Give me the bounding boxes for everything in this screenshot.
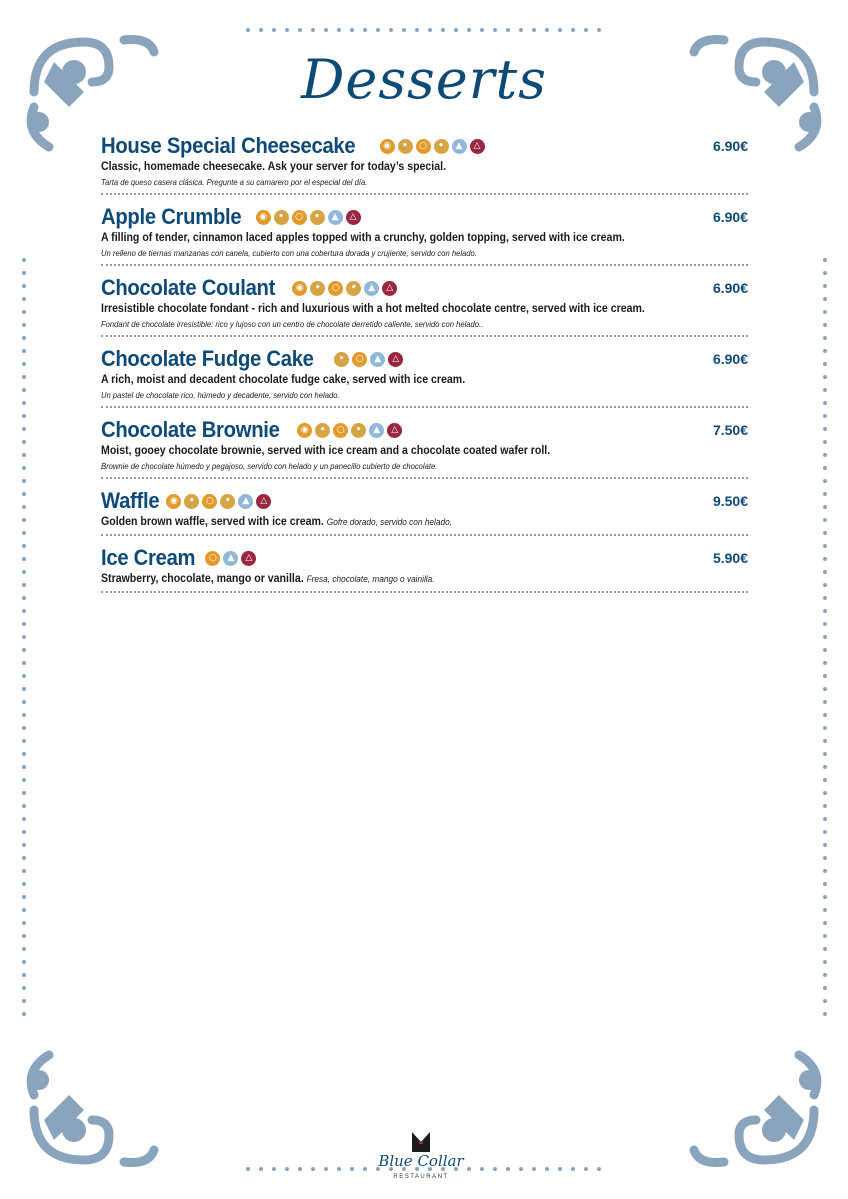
frame-dot bbox=[558, 28, 562, 32]
frame-dot bbox=[22, 310, 26, 314]
frame-dot bbox=[22, 713, 26, 717]
frame-dot bbox=[22, 908, 26, 912]
frame-dot bbox=[823, 453, 827, 457]
frame-dot bbox=[337, 1167, 341, 1171]
wheat-icon: • bbox=[184, 494, 199, 509]
frame-dot bbox=[519, 1167, 523, 1171]
sulphites-icon: △ bbox=[346, 210, 361, 225]
frame-dot bbox=[823, 648, 827, 652]
frame-dot bbox=[597, 28, 601, 32]
frame-dot bbox=[428, 28, 432, 32]
frame-dot bbox=[22, 284, 26, 288]
frame-dot bbox=[571, 28, 575, 32]
frame-dot bbox=[22, 739, 26, 743]
sulphites-icon: △ bbox=[388, 352, 403, 367]
menu-item-price: 5.90€ bbox=[712, 550, 748, 566]
frame-dot bbox=[823, 310, 827, 314]
frame-dot bbox=[823, 752, 827, 756]
menu-item-header bbox=[101, 544, 748, 572]
frame-dot bbox=[22, 518, 26, 522]
frame-dot bbox=[823, 856, 827, 860]
frame-dot bbox=[22, 622, 26, 626]
frame-dot bbox=[22, 791, 26, 795]
frame-dot bbox=[22, 583, 26, 587]
frame-dot bbox=[22, 999, 26, 1003]
frame-dot bbox=[259, 28, 263, 32]
frame-dot bbox=[823, 817, 827, 821]
frame-dot bbox=[823, 258, 827, 262]
frame-dot bbox=[823, 544, 827, 548]
milk-icon: ▲ bbox=[369, 423, 384, 438]
menu-item-description-es: Fresa, chocolate, mango o vainilla. bbox=[306, 574, 435, 584]
frame-dot bbox=[22, 687, 26, 691]
frame-dot bbox=[823, 700, 827, 704]
gluten-icon: ◉ bbox=[297, 423, 312, 438]
frame-dot bbox=[22, 609, 26, 613]
frame-dot bbox=[823, 960, 827, 964]
wheat-icon: • bbox=[315, 423, 330, 438]
frame-dot bbox=[519, 28, 523, 32]
frame-dot bbox=[285, 1167, 289, 1171]
nuts-icon: • bbox=[351, 423, 366, 438]
frame-dot bbox=[558, 1167, 562, 1171]
egg-icon: ○ bbox=[328, 281, 343, 296]
nuts-icon: • bbox=[220, 494, 235, 509]
sulphites-icon: △ bbox=[256, 494, 271, 509]
frame-dot bbox=[272, 1167, 276, 1171]
menu-item bbox=[101, 485, 748, 536]
frame-dot bbox=[22, 895, 26, 899]
allergen-icons bbox=[256, 210, 361, 225]
frame-dot bbox=[22, 596, 26, 600]
frame-dot bbox=[823, 882, 827, 886]
wheat-icon: • bbox=[274, 210, 289, 225]
frame-dot bbox=[22, 830, 26, 834]
frame-dot bbox=[22, 492, 26, 496]
frame-dot bbox=[22, 297, 26, 301]
bottom-left-ornament bbox=[14, 1030, 164, 1180]
menu-item bbox=[101, 130, 748, 195]
frame-dot bbox=[22, 466, 26, 470]
menu-item-name: Chocolate Brownie bbox=[101, 417, 280, 442]
frame-dot bbox=[584, 28, 588, 32]
menu-item-description-es: Fondant de chocolate irresistible: rico y lujoso con un centro de chocolate derretido caliente, servido con helado.. bbox=[101, 319, 484, 329]
menu-item-header bbox=[101, 274, 748, 302]
nuts-icon: • bbox=[434, 139, 449, 154]
frame-dot bbox=[22, 817, 26, 821]
frame-dot bbox=[823, 843, 827, 847]
frame-dot bbox=[823, 934, 827, 938]
frame-dot bbox=[22, 804, 26, 808]
frame-dot bbox=[22, 752, 26, 756]
egg-icon: ○ bbox=[205, 551, 220, 566]
wheat-icon: • bbox=[310, 281, 325, 296]
frame-dot bbox=[324, 1167, 328, 1171]
sulphites-icon: △ bbox=[241, 551, 256, 566]
frame-dot bbox=[506, 1167, 510, 1171]
tuxedo-icon bbox=[410, 1130, 432, 1154]
frame-dot bbox=[823, 947, 827, 951]
frame-dot bbox=[823, 791, 827, 795]
egg-icon: ○ bbox=[416, 139, 431, 154]
frame-dot bbox=[480, 28, 484, 32]
menu-item-description-en: Irresistible chocolate fondant - rich and luxurious with a hot melted chocolate centre, served with ice cream. bbox=[101, 303, 645, 315]
frame-dot bbox=[532, 1167, 536, 1171]
egg-icon: ○ bbox=[202, 494, 217, 509]
menu-item-header bbox=[101, 203, 748, 231]
frame-dot bbox=[415, 28, 419, 32]
frame-dot bbox=[363, 28, 367, 32]
frame-dot bbox=[22, 856, 26, 860]
frame-dot bbox=[823, 375, 827, 379]
frame-dot bbox=[571, 1167, 575, 1171]
menu-item-header bbox=[101, 487, 748, 515]
frame-dot bbox=[823, 713, 827, 717]
frame-dot bbox=[22, 271, 26, 275]
allergen-icons bbox=[334, 352, 403, 367]
menu-item-description bbox=[101, 374, 696, 386]
frame-dot bbox=[493, 28, 497, 32]
frame-dot bbox=[285, 28, 289, 32]
egg-icon: ○ bbox=[292, 210, 307, 225]
frame-dot bbox=[22, 986, 26, 990]
frame-dot bbox=[823, 336, 827, 340]
menu-item bbox=[101, 272, 748, 337]
menu-item-header bbox=[101, 345, 748, 373]
menu-item-description bbox=[101, 573, 696, 585]
frame-dot bbox=[272, 28, 276, 32]
frame-dot bbox=[22, 349, 26, 353]
frame-dot bbox=[298, 28, 302, 32]
frame-dot bbox=[823, 635, 827, 639]
menu-item bbox=[101, 542, 748, 593]
frame-dot bbox=[823, 687, 827, 691]
menu-item-description-es: Tarta de queso casera clásica. Pregunte a su camarero por el especial del día. bbox=[101, 177, 368, 187]
frame-dot bbox=[22, 843, 26, 847]
frame-dot bbox=[350, 28, 354, 32]
frame-dot bbox=[823, 661, 827, 665]
menu-item-description-en: Moist, gooey chocolate brownie, served with ice cream and a chocolate coated wafer roll. bbox=[101, 445, 551, 457]
egg-icon: ○ bbox=[333, 423, 348, 438]
menu-item-description bbox=[101, 161, 696, 173]
frame-dot bbox=[823, 570, 827, 574]
milk-icon: ▲ bbox=[328, 210, 343, 225]
menu-item bbox=[101, 343, 748, 408]
menu-item-price: 6.90€ bbox=[712, 209, 748, 225]
frame-dot bbox=[823, 440, 827, 444]
menu-item-header bbox=[101, 416, 748, 444]
frame-dot bbox=[22, 414, 26, 418]
dessert-menu bbox=[101, 130, 748, 599]
frame-dot bbox=[22, 635, 26, 639]
menu-item-name: Waffle bbox=[101, 488, 160, 513]
menu-item-description bbox=[101, 303, 696, 315]
frame-dot bbox=[823, 583, 827, 587]
frame-dot bbox=[298, 1167, 302, 1171]
frame-dot bbox=[22, 544, 26, 548]
frame-dot bbox=[376, 28, 380, 32]
egg-icon: ○ bbox=[352, 352, 367, 367]
frame-dot bbox=[22, 765, 26, 769]
right-dotted-border bbox=[823, 258, 827, 1016]
gluten-icon: ◉ bbox=[380, 139, 395, 154]
frame-dot bbox=[22, 570, 26, 574]
frame-dot bbox=[823, 973, 827, 977]
frame-dot bbox=[22, 921, 26, 925]
frame-dot bbox=[246, 1167, 250, 1171]
menu-item-description bbox=[101, 516, 696, 528]
frame-dot bbox=[22, 960, 26, 964]
frame-dot bbox=[823, 609, 827, 613]
frame-dot bbox=[22, 440, 26, 444]
frame-dot bbox=[259, 1167, 263, 1171]
menu-item-description-es: Gofre dorado, servido con helado. bbox=[326, 517, 452, 527]
menu-item-name: House Special Cheesecake bbox=[101, 133, 356, 158]
frame-dot bbox=[823, 505, 827, 509]
left-dotted-border bbox=[22, 258, 26, 1016]
frame-dot bbox=[823, 596, 827, 600]
frame-dot bbox=[823, 518, 827, 522]
frame-dot bbox=[467, 28, 471, 32]
milk-icon: ▲ bbox=[238, 494, 253, 509]
nuts-icon: • bbox=[310, 210, 325, 225]
frame-dot bbox=[823, 362, 827, 366]
frame-dot bbox=[823, 492, 827, 496]
allergen-icons bbox=[166, 494, 271, 509]
menu-item-header bbox=[101, 132, 748, 160]
menu-item-description-es: Un pastel de chocolate rico, húmedo y decadente, servido con helado. bbox=[101, 390, 340, 400]
frame-dot bbox=[823, 531, 827, 535]
menu-item-description-es: Un relleno de tiernas manzanas con canela, cubierto con una cobertura dorada y crujiente, servido con helado. bbox=[101, 248, 477, 258]
frame-dot bbox=[597, 1167, 601, 1171]
frame-dot bbox=[22, 258, 26, 262]
frame-dot bbox=[823, 401, 827, 405]
allergen-icons bbox=[297, 423, 402, 438]
frame-dot bbox=[493, 1167, 497, 1171]
frame-dot bbox=[22, 1012, 26, 1016]
frame-dot bbox=[22, 557, 26, 561]
frame-dot bbox=[22, 427, 26, 431]
frame-dot bbox=[22, 375, 26, 379]
frame-dot bbox=[22, 362, 26, 366]
frame-dot bbox=[823, 414, 827, 418]
allergen-icons bbox=[380, 139, 485, 154]
frame-dot bbox=[823, 739, 827, 743]
frame-dot bbox=[324, 28, 328, 32]
frame-dot bbox=[337, 28, 341, 32]
frame-dot bbox=[22, 336, 26, 340]
frame-dot bbox=[22, 882, 26, 886]
menu-item-description-en: A rich, moist and decadent chocolate fudge cake, served with ice cream. bbox=[101, 374, 466, 386]
frame-dot bbox=[402, 28, 406, 32]
frame-dot bbox=[823, 986, 827, 990]
sulphites-icon: △ bbox=[387, 423, 402, 438]
menu-item-description-en: Strawberry, chocolate, mango or vanilla. bbox=[101, 573, 304, 585]
menu-item-description-es: Brownie de chocolate húmedo y pegajoso, servido con helado y un panecillo cubierto de chocolate. bbox=[101, 461, 438, 471]
frame-dot bbox=[823, 804, 827, 808]
frame-dot bbox=[22, 388, 26, 392]
restaurant-logo bbox=[366, 1130, 476, 1190]
frame-dot bbox=[823, 622, 827, 626]
frame-dot bbox=[22, 778, 26, 782]
frame-dot bbox=[823, 765, 827, 769]
frame-dot bbox=[350, 1167, 354, 1171]
wheat-icon: • bbox=[334, 352, 349, 367]
frame-dot bbox=[823, 778, 827, 782]
frame-dot bbox=[823, 323, 827, 327]
menu-item-price: 6.90€ bbox=[712, 138, 748, 154]
menu-item-description bbox=[101, 445, 696, 457]
gluten-icon: ◉ bbox=[292, 281, 307, 296]
frame-dot bbox=[823, 427, 827, 431]
frame-dot bbox=[246, 28, 250, 32]
gluten-icon: ◉ bbox=[166, 494, 181, 509]
wheat-icon: • bbox=[398, 139, 413, 154]
allergen-icons bbox=[292, 281, 397, 296]
frame-dot bbox=[454, 28, 458, 32]
frame-dot bbox=[823, 466, 827, 470]
frame-dot bbox=[545, 1167, 549, 1171]
frame-dot bbox=[22, 505, 26, 509]
frame-dot bbox=[22, 947, 26, 951]
frame-dot bbox=[823, 349, 827, 353]
menu-item-name: Ice Cream bbox=[101, 545, 196, 570]
frame-dot bbox=[22, 726, 26, 730]
frame-dot bbox=[823, 830, 827, 834]
menu-item-description bbox=[101, 232, 696, 244]
menu-item-description-en: A filling of tender, cinnamon laced apples topped with a crunchy, golden topping, served with ice cream. bbox=[101, 232, 625, 244]
frame-dot bbox=[311, 1167, 315, 1171]
frame-dot bbox=[545, 28, 549, 32]
frame-dot bbox=[506, 28, 510, 32]
menu-item-name: Chocolate Coulant bbox=[101, 275, 276, 300]
frame-dot bbox=[22, 661, 26, 665]
frame-dot bbox=[22, 401, 26, 405]
frame-dot bbox=[22, 934, 26, 938]
frame-dot bbox=[22, 648, 26, 652]
menu-item-price: 7.50€ bbox=[712, 422, 748, 438]
frame-dot bbox=[22, 323, 26, 327]
frame-dot bbox=[22, 479, 26, 483]
menu-item-price: 9.50€ bbox=[712, 493, 748, 509]
menu-item-description-en: Classic, homemade cheesecake. Ask your server for today’s special. bbox=[101, 161, 447, 173]
frame-dot bbox=[22, 674, 26, 678]
frame-dot bbox=[823, 726, 827, 730]
sulphites-icon: △ bbox=[382, 281, 397, 296]
frame-dot bbox=[441, 28, 445, 32]
menu-item-name: Apple Crumble bbox=[101, 204, 242, 229]
nuts-icon: • bbox=[346, 281, 361, 296]
milk-icon: ▲ bbox=[223, 551, 238, 566]
frame-dot bbox=[823, 1012, 827, 1016]
bottom-right-ornament bbox=[684, 1030, 834, 1180]
frame-dot bbox=[22, 700, 26, 704]
frame-dot bbox=[823, 284, 827, 288]
logo-name: Blue Collar bbox=[378, 1152, 464, 1170]
frame-dot bbox=[823, 869, 827, 873]
allergen-icons bbox=[205, 551, 256, 566]
frame-dot bbox=[311, 28, 315, 32]
frame-dot bbox=[823, 999, 827, 1003]
frame-dot bbox=[22, 869, 26, 873]
frame-dot bbox=[389, 28, 393, 32]
menu-item bbox=[101, 201, 748, 266]
frame-dot bbox=[823, 674, 827, 678]
frame-dot bbox=[532, 28, 536, 32]
menu-item-name: Chocolate Fudge Cake bbox=[101, 346, 314, 371]
menu-item bbox=[101, 414, 748, 479]
page-title: Desserts bbox=[301, 48, 547, 111]
frame-dot bbox=[823, 895, 827, 899]
menu-item-price: 6.90€ bbox=[712, 351, 748, 367]
frame-dot bbox=[823, 271, 827, 275]
frame-dot bbox=[823, 388, 827, 392]
milk-icon: ▲ bbox=[364, 281, 379, 296]
frame-dot bbox=[584, 1167, 588, 1171]
milk-icon: ▲ bbox=[370, 352, 385, 367]
frame-dot bbox=[823, 921, 827, 925]
frame-dot bbox=[823, 908, 827, 912]
menu-item-description-en: Golden brown waffle, served with ice cream. bbox=[101, 516, 324, 528]
frame-dot bbox=[823, 557, 827, 561]
sulphites-icon: △ bbox=[470, 139, 485, 154]
top-dotted-border bbox=[246, 28, 601, 32]
frame-dot bbox=[22, 531, 26, 535]
frame-dot bbox=[22, 453, 26, 457]
frame-dot bbox=[22, 973, 26, 977]
gluten-icon: ◉ bbox=[256, 210, 271, 225]
milk-icon: ▲ bbox=[452, 139, 467, 154]
frame-dot bbox=[823, 479, 827, 483]
frame-dot bbox=[480, 1167, 484, 1171]
logo-subtitle: RESTAURANT bbox=[393, 1174, 449, 1180]
frame-dot bbox=[823, 297, 827, 301]
menu-item-price: 6.90€ bbox=[712, 280, 748, 296]
